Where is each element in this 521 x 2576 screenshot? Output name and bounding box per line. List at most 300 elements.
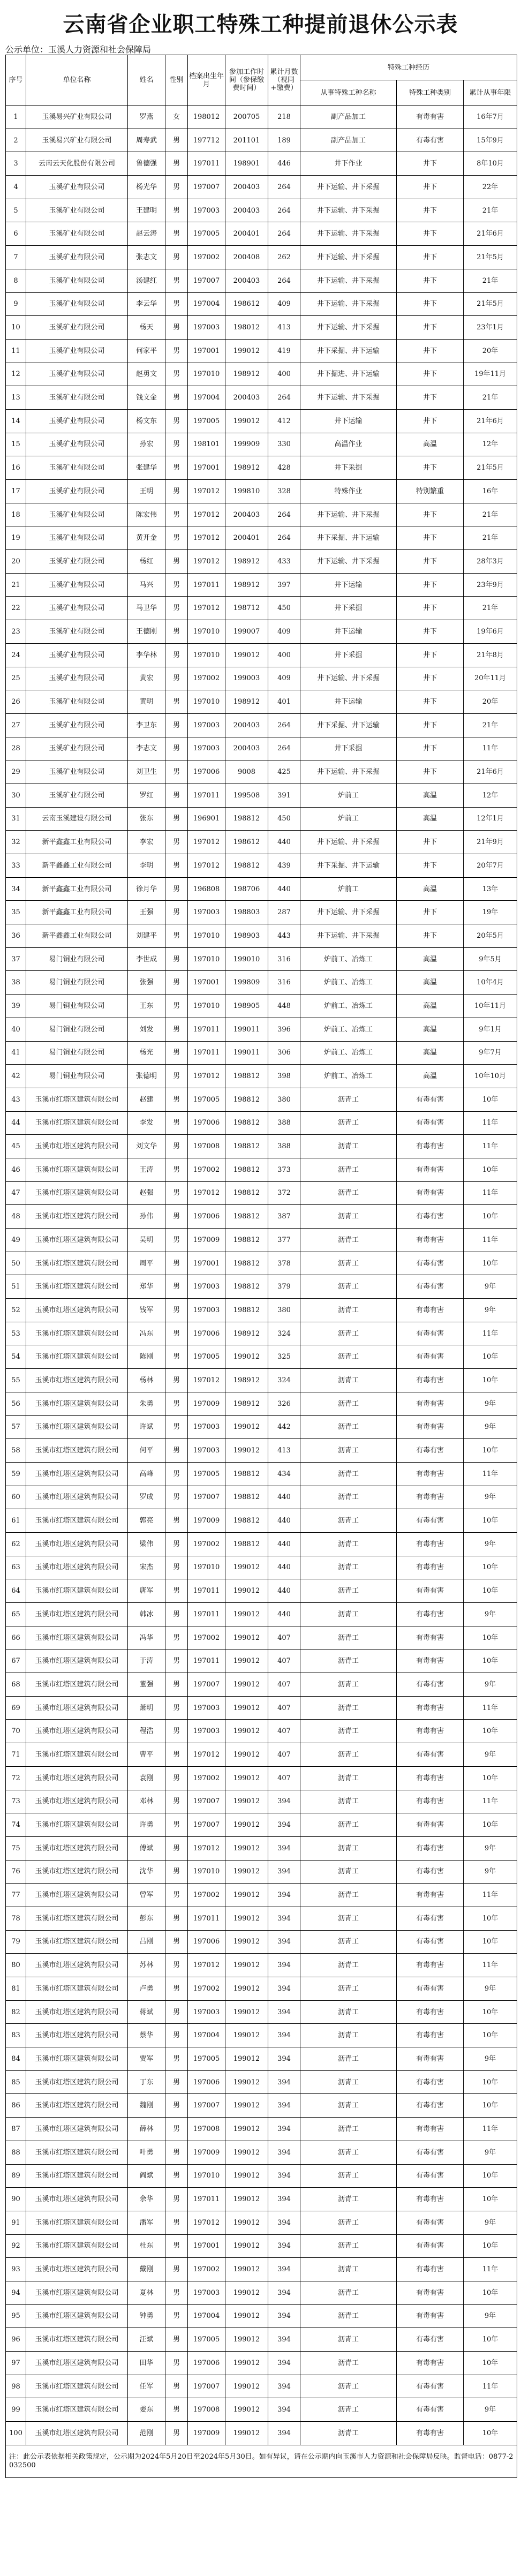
cell-company: 玉溪矿业有限公司 [26, 667, 128, 690]
cell-birth: 197011 [188, 1041, 225, 1065]
cell-company: 云南云天化股份有限公司 [26, 152, 128, 176]
cell-months: 401 [268, 690, 300, 714]
cell-birth: 198101 [188, 433, 225, 456]
cell-company: 新平鑫鑫工业有限公司 [26, 877, 128, 901]
cell-company: 玉溪易兴矿业有限公司 [26, 129, 128, 152]
cell-months: 264 [268, 222, 300, 246]
cell-months: 394 [268, 2070, 300, 2094]
cell-category: 井下 [397, 292, 464, 316]
cell-seq: 41 [6, 1041, 26, 1065]
cell-name: 余华 [128, 2188, 165, 2211]
cell-company: 玉溪矿业有限公司 [26, 339, 128, 363]
cell-work-start: 199012 [225, 1790, 268, 1813]
cell-seq: 83 [6, 2024, 26, 2047]
table-row [6, 1743, 517, 1767]
cell-job: 沥青工 [300, 1299, 397, 1322]
cell-birth: 197005 [188, 2328, 225, 2352]
cell-birth: 197011 [188, 1907, 225, 1930]
cell-name: 曹平 [128, 1743, 165, 1767]
cell-work-start: 199012 [225, 1860, 268, 1884]
cell-gender: 男 [165, 1369, 188, 1392]
cell-seq: 93 [6, 2258, 26, 2281]
cell-work-start: 199809 [225, 971, 268, 995]
cell-work-start: 199012 [225, 2164, 268, 2188]
cell-months: 394 [268, 1977, 300, 2001]
cell-months: 380 [268, 1299, 300, 1322]
cell-company: 玉溪市红塔区建筑有限公司 [26, 1626, 128, 1649]
cell-gender: 男 [165, 2118, 188, 2141]
cell-company: 玉溪市红塔区建筑有限公司 [26, 1275, 128, 1299]
cell-company: 玉溪市红塔区建筑有限公司 [26, 1673, 128, 1697]
cell-work-start: 199012 [225, 409, 268, 433]
cell-gender: 男 [165, 1532, 188, 1556]
table-row [6, 924, 517, 948]
cell-months: 218 [268, 106, 300, 129]
cell-gender: 男 [165, 597, 188, 620]
cell-job: 井下运输、井下采掘 [300, 199, 397, 222]
table-row [6, 995, 517, 1018]
cell-company: 玉溪市红塔区建筑有限公司 [26, 2141, 128, 2164]
cell-months: 330 [268, 433, 300, 456]
cell-name: 高峰 [128, 1462, 165, 1486]
cell-work-start: 199012 [225, 1743, 268, 1767]
cell-gender: 男 [165, 1720, 188, 1743]
cell-months: 394 [268, 2398, 300, 2422]
cell-category: 有毒有害 [397, 1181, 464, 1205]
cell-company: 玉溪市红塔区建筑有限公司 [26, 1111, 128, 1135]
table-row [6, 2352, 517, 2375]
table-row [6, 503, 517, 526]
cell-birth: 197006 [188, 1930, 225, 1954]
cell-months: 394 [268, 1860, 300, 1884]
cell-work-start: 198912 [225, 456, 268, 480]
cell-years: 11年 [464, 1181, 517, 1205]
cell-months: 407 [268, 1766, 300, 1790]
table-row [6, 433, 517, 456]
cell-job: 沥青工 [300, 1743, 397, 1767]
cell-category: 有毒有害 [397, 2000, 464, 2024]
cell-company: 玉溪市红塔区建筑有限公司 [26, 1229, 128, 1252]
cell-work-start: 199012 [225, 1720, 268, 1743]
cell-work-start: 199012 [225, 2047, 268, 2071]
cell-category: 有毒有害 [397, 1439, 464, 1463]
cell-months: 400 [268, 643, 300, 667]
cell-name: 罗燕 [128, 106, 165, 129]
table-row [6, 1322, 517, 1345]
cell-gender: 男 [165, 1322, 188, 1345]
cell-job: 沥青工 [300, 1509, 397, 1533]
cell-company: 玉溪矿业有限公司 [26, 503, 128, 526]
publisher-line [5, 43, 151, 55]
cell-years: 21年 [464, 199, 517, 222]
cell-birth: 197007 [188, 2094, 225, 2118]
cell-name: 张强 [128, 971, 165, 995]
table-row [6, 667, 517, 690]
cell-months: 419 [268, 339, 300, 363]
cell-work-start: 199012 [225, 1673, 268, 1697]
header-special: 特殊工种经历 [300, 55, 517, 80]
cell-name: 王涛 [128, 1158, 165, 1181]
cell-company: 玉溪市红塔区建筑有限公司 [26, 1135, 128, 1158]
cell-work-start: 198912 [225, 550, 268, 574]
cell-months: 394 [268, 2304, 300, 2328]
cell-work-start: 198612 [225, 831, 268, 854]
cell-seq: 89 [6, 2164, 26, 2188]
cell-gender: 男 [165, 1836, 188, 1860]
cell-company: 玉溪矿业有限公司 [26, 550, 128, 574]
cell-seq: 57 [6, 1415, 26, 1439]
cell-gender: 男 [165, 854, 188, 878]
cell-seq: 23 [6, 620, 26, 644]
cell-category: 有毒有害 [397, 2328, 464, 2352]
cell-gender: 男 [165, 1907, 188, 1930]
cell-work-start: 199810 [225, 480, 268, 503]
cell-company: 玉溪市红塔区建筑有限公司 [26, 2164, 128, 2188]
cell-gender: 男 [165, 339, 188, 363]
cell-company: 玉溪市红塔区建筑有限公司 [26, 1813, 128, 1837]
cell-gender: 男 [165, 2024, 188, 2047]
cell-job: 沥青工 [300, 1930, 397, 1954]
table-row [6, 2188, 517, 2211]
cell-company: 玉溪市红塔区建筑有限公司 [26, 2024, 128, 2047]
cell-name: 郑华 [128, 1275, 165, 1299]
table-row [6, 2000, 517, 2024]
cell-seq: 56 [6, 1392, 26, 1415]
cell-work-start: 198812 [225, 1509, 268, 1533]
table-row [6, 971, 517, 995]
table-row [6, 1509, 517, 1533]
cell-gender: 男 [165, 2328, 188, 2352]
table-row [6, 1930, 517, 1954]
cell-company: 玉溪矿业有限公司 [26, 433, 128, 456]
cell-seq: 65 [6, 1603, 26, 1626]
cell-job: 井下运输、井下采掘 [300, 831, 397, 854]
cell-birth: 197012 [188, 597, 225, 620]
table-row [6, 760, 517, 784]
table-row [6, 2398, 517, 2422]
cell-seq: 27 [6, 713, 26, 737]
cell-seq: 5 [6, 199, 26, 222]
cell-years: 11年 [464, 1462, 517, 1486]
cell-gender: 男 [165, 667, 188, 690]
cell-months: 394 [268, 2258, 300, 2281]
cell-name: 陈宏伟 [128, 503, 165, 526]
cell-birth: 196901 [188, 807, 225, 831]
cell-months: 394 [268, 2024, 300, 2047]
cell-seq: 46 [6, 1158, 26, 1181]
table-row [6, 1603, 517, 1626]
cell-years: 19年11月 [464, 363, 517, 386]
cell-work-start: 200403 [225, 713, 268, 737]
cell-gender: 男 [165, 176, 188, 199]
cell-company: 玉溪市红塔区建筑有限公司 [26, 1392, 128, 1415]
table-row [6, 1907, 517, 1930]
cell-company: 玉溪市红塔区建筑有限公司 [26, 2328, 128, 2352]
cell-job: 沥青工 [300, 1673, 397, 1697]
cell-company: 易门铜业有限公司 [26, 1018, 128, 1041]
cell-years: 10年 [464, 1626, 517, 1649]
cell-seq: 81 [6, 1977, 26, 2001]
cell-company: 易门铜业有限公司 [26, 1065, 128, 1088]
cell-gender: 男 [165, 316, 188, 340]
cell-category: 井下 [397, 152, 464, 176]
cell-years: 21年6月 [464, 760, 517, 784]
cell-job: 沥青工 [300, 1860, 397, 1884]
cell-gender: 男 [165, 1766, 188, 1790]
cell-gender: 男 [165, 1065, 188, 1088]
cell-seq: 97 [6, 2352, 26, 2375]
cell-months: 394 [268, 2211, 300, 2234]
header-row-1 [6, 55, 517, 80]
cell-months: 394 [268, 2281, 300, 2304]
header-birth: 档案出生年月 [188, 55, 225, 106]
cell-category: 有毒有害 [397, 1275, 464, 1299]
cell-birth: 197003 [188, 1439, 225, 1463]
cell-years: 20年 [464, 690, 517, 714]
cell-months: 434 [268, 1462, 300, 1486]
cell-seq: 48 [6, 1205, 26, 1229]
cell-category: 有毒有害 [397, 2070, 464, 2094]
cell-months: 264 [268, 199, 300, 222]
cell-birth: 197010 [188, 924, 225, 948]
table-row [6, 1766, 517, 1790]
cell-category: 井下 [397, 269, 464, 292]
cell-gender: 男 [165, 2304, 188, 2328]
table-row [6, 386, 517, 410]
cell-months: 264 [268, 503, 300, 526]
cell-months: 394 [268, 2422, 300, 2445]
cell-name: 赵强 [128, 1181, 165, 1205]
cell-months: 448 [268, 995, 300, 1018]
cell-name: 徐月华 [128, 877, 165, 901]
cell-seq: 59 [6, 1462, 26, 1486]
cell-seq: 19 [6, 526, 26, 550]
cell-years: 10年 [464, 1579, 517, 1603]
cell-work-start: 199012 [225, 2094, 268, 2118]
cell-category: 有毒有害 [397, 1415, 464, 1439]
table-row [6, 222, 517, 246]
cell-birth: 197006 [188, 1111, 225, 1135]
cell-job: 井下采掘、井下运输 [300, 854, 397, 878]
cell-company: 玉溪市红塔区建筑有限公司 [26, 1790, 128, 1813]
cell-name: 何家平 [128, 339, 165, 363]
cell-gender: 男 [165, 831, 188, 854]
cell-seq: 90 [6, 2188, 26, 2211]
cell-job: 沥青工 [300, 1369, 397, 1392]
cell-job: 沥青工 [300, 1766, 397, 1790]
cell-gender: 男 [165, 1415, 188, 1439]
cell-years: 11年 [464, 2118, 517, 2141]
cell-category: 高温 [397, 1041, 464, 1065]
cell-seq: 8 [6, 269, 26, 292]
cell-gender: 男 [165, 152, 188, 176]
cell-years: 10年 [464, 2234, 517, 2258]
table-row [6, 2118, 517, 2141]
cell-months: 413 [268, 316, 300, 340]
cell-work-start: 199010 [225, 947, 268, 971]
cell-name: 姜东 [128, 2398, 165, 2422]
cell-birth: 197001 [188, 971, 225, 995]
cell-company: 玉溪市红塔区建筑有限公司 [26, 1720, 128, 1743]
table-row [6, 807, 517, 831]
cell-seq: 78 [6, 1907, 26, 1930]
cell-work-start: 198812 [225, 854, 268, 878]
cell-months: 391 [268, 784, 300, 807]
cell-years: 21年8月 [464, 643, 517, 667]
cell-birth: 197003 [188, 199, 225, 222]
cell-category: 井下 [397, 456, 464, 480]
cell-birth: 197002 [188, 1884, 225, 1907]
cell-work-start: 199012 [225, 2304, 268, 2328]
table-row [6, 901, 517, 924]
cell-work-start: 200403 [225, 386, 268, 410]
cell-category: 井下 [397, 597, 464, 620]
cell-category: 有毒有害 [397, 1696, 464, 1720]
cell-category: 有毒有害 [397, 1954, 464, 1977]
cell-company: 玉溪矿业有限公司 [26, 737, 128, 760]
cell-job: 沥青工 [300, 2141, 397, 2164]
cell-seq: 61 [6, 1509, 26, 1533]
cell-months: 394 [268, 2234, 300, 2258]
cell-birth: 197008 [188, 1135, 225, 1158]
cell-job: 井下采掘 [300, 597, 397, 620]
cell-name: 汤建红 [128, 269, 165, 292]
table-row [6, 2070, 517, 2094]
cell-birth: 197002 [188, 1766, 225, 1790]
cell-work-start: 199012 [225, 2422, 268, 2445]
cell-birth: 197010 [188, 995, 225, 1018]
cell-years: 8年10月 [464, 152, 517, 176]
table-row [6, 363, 517, 386]
cell-seq: 55 [6, 1369, 26, 1392]
cell-gender: 男 [165, 971, 188, 995]
cell-job: 沥青工 [300, 1462, 397, 1486]
cell-work-start: 198812 [225, 1299, 268, 1322]
cell-name: 张志文 [128, 246, 165, 269]
cell-seq: 49 [6, 1229, 26, 1252]
cell-category: 有毒有害 [397, 1836, 464, 1860]
table-row [6, 2024, 517, 2047]
cell-years: 11年 [464, 1884, 517, 1907]
cell-name: 蒋斌 [128, 2000, 165, 2024]
cell-gender: 男 [165, 2141, 188, 2164]
cell-gender: 男 [165, 1486, 188, 1509]
cell-job: 井下运输、井下采掘 [300, 269, 397, 292]
cell-seq: 12 [6, 363, 26, 386]
table-row [6, 1836, 517, 1860]
table-row [6, 1626, 517, 1649]
cell-years: 21年 [464, 597, 517, 620]
cell-birth: 197003 [188, 2281, 225, 2304]
cell-job: 沥青工 [300, 1626, 397, 1649]
cell-gender: 男 [165, 573, 188, 597]
cell-birth: 197003 [188, 2000, 225, 2024]
cell-birth: 197011 [188, 2188, 225, 2211]
cell-birth: 197012 [188, 2211, 225, 2234]
cell-gender: 男 [165, 2211, 188, 2234]
cell-name: 王强 [128, 901, 165, 924]
cell-category: 有毒有害 [397, 2281, 464, 2304]
cell-months: 394 [268, 2047, 300, 2071]
cell-months: 316 [268, 947, 300, 971]
table-row [6, 2258, 517, 2281]
cell-seq: 47 [6, 1181, 26, 1205]
cell-birth: 197010 [188, 947, 225, 971]
cell-seq: 96 [6, 2328, 26, 2352]
cell-work-start: 199012 [225, 2000, 268, 2024]
cell-birth: 197002 [188, 1626, 225, 1649]
cell-category: 有毒有害 [397, 1720, 464, 1743]
cell-seq: 72 [6, 1766, 26, 1790]
cell-gender: 男 [165, 1135, 188, 1158]
cell-work-start: 199012 [225, 1439, 268, 1463]
cell-category: 高温 [397, 877, 464, 901]
cell-gender: 男 [165, 1977, 188, 2001]
cell-gender: 男 [165, 1205, 188, 1229]
cell-seq: 29 [6, 760, 26, 784]
cell-work-start: 198812 [225, 1275, 268, 1299]
cell-years: 11年 [464, 1111, 517, 1135]
table-row [6, 2375, 517, 2398]
cell-seq: 25 [6, 667, 26, 690]
cell-months: 264 [268, 386, 300, 410]
cell-months: 394 [268, 2328, 300, 2352]
header-work-start: 参加工作时间（参保缴费时间） [225, 55, 268, 106]
cell-gender: 男 [165, 713, 188, 737]
table-row [6, 1790, 517, 1813]
cell-birth: 197010 [188, 620, 225, 644]
cell-seq: 6 [6, 222, 26, 246]
cell-name: 蔡华 [128, 2024, 165, 2047]
cell-months: 379 [268, 1275, 300, 1299]
table-row [6, 1649, 517, 1673]
cell-company: 玉溪市红塔区建筑有限公司 [26, 1439, 128, 1463]
cell-job: 井下运输、井下采掘 [300, 550, 397, 574]
cell-name: 周寿武 [128, 129, 165, 152]
cell-birth: 197010 [188, 363, 225, 386]
cell-work-start: 198912 [225, 690, 268, 714]
cell-birth: 197005 [188, 409, 225, 433]
cell-years: 10年11月 [464, 995, 517, 1018]
cell-company: 新平鑫鑫工业有限公司 [26, 831, 128, 854]
cell-name: 马兴 [128, 573, 165, 597]
cell-months: 264 [268, 269, 300, 292]
cell-birth: 197004 [188, 386, 225, 410]
table-row [6, 2281, 517, 2304]
cell-birth: 197007 [188, 1790, 225, 1813]
cell-category: 井下 [397, 550, 464, 574]
cell-name: 李卫东 [128, 713, 165, 737]
cell-years: 9年 [464, 1603, 517, 1626]
cell-birth: 197009 [188, 1229, 225, 1252]
table-row [6, 713, 517, 737]
cell-birth: 197006 [188, 1205, 225, 1229]
cell-work-start: 200401 [225, 222, 268, 246]
cell-seq: 37 [6, 947, 26, 971]
header-gender: 性别 [165, 55, 188, 106]
cell-seq: 98 [6, 2375, 26, 2398]
cell-months: 326 [268, 1392, 300, 1415]
cell-work-start: 199003 [225, 667, 268, 690]
cell-birth: 197012 [188, 480, 225, 503]
cell-work-start: 198912 [225, 1392, 268, 1415]
cell-work-start: 198803 [225, 901, 268, 924]
cell-job: 沥青工 [300, 2304, 397, 2328]
cell-company: 玉溪矿业有限公司 [26, 620, 128, 644]
cell-category: 有毒有害 [397, 1322, 464, 1345]
cell-work-start: 199012 [225, 1603, 268, 1626]
table-row [6, 2234, 517, 2258]
